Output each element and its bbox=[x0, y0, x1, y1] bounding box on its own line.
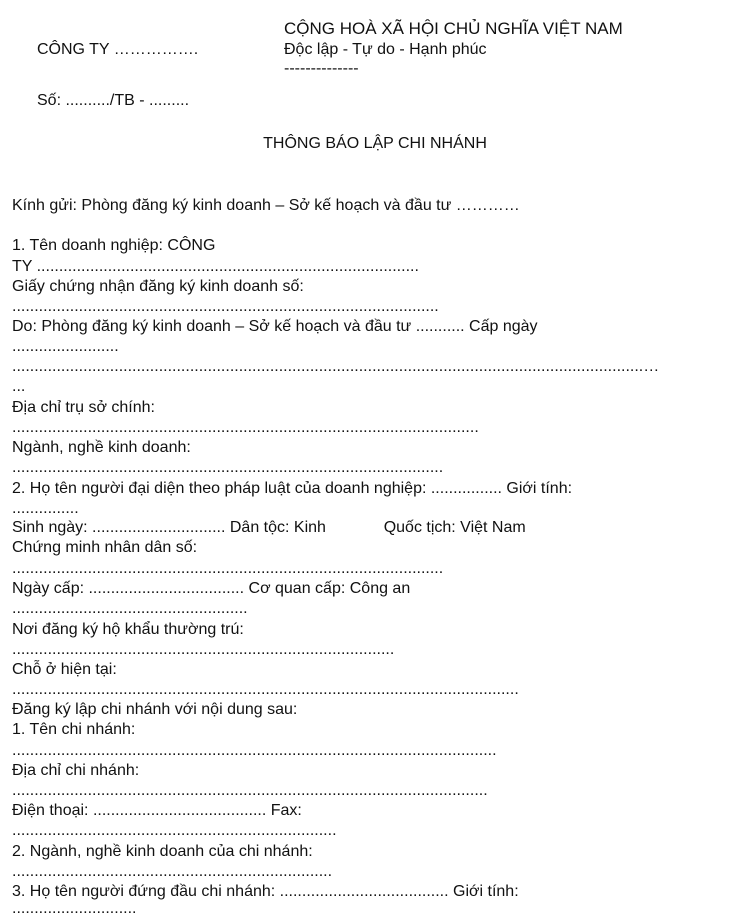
body-line: ........................ bbox=[12, 338, 119, 355]
body-line: 2. Ngành, nghề kinh doanh của chi nhánh: bbox=[12, 843, 313, 860]
body-line: TY ...................................................................................... bbox=[12, 258, 419, 275]
recipient-line: Kính gửi: Phòng đăng ký kinh doanh – Sở kế hoạch và đầu tư ………… bbox=[12, 197, 520, 214]
body-line: ................................................................................................ bbox=[12, 298, 439, 315]
body-line: ...................................................................................... bbox=[12, 641, 395, 658]
body-line: 1. Tên chi nhánh: bbox=[12, 721, 136, 738]
body-line: Do: Phòng đăng ký kinh doanh – Sở kế hoạch và đầu tư ........... Cấp ngày bbox=[12, 318, 538, 335]
body-line: Địa chỉ chi nhánh: bbox=[12, 762, 140, 779]
body-line: ............................................................................................................. bbox=[12, 742, 497, 759]
body-line: ............... bbox=[12, 500, 79, 517]
body-line: Chứng minh nhân dân số: bbox=[12, 539, 198, 556]
body-line: Sinh ngày: .............................. Dân tộc: Kinh Quốc tịch: Việt Nam bbox=[12, 519, 526, 536]
body-line: ........................................................................................................... bbox=[12, 782, 488, 799]
body-line: ............................ bbox=[12, 900, 137, 917]
body-line: Ngày cấp: ................................... Cơ quan cấp: Công an bbox=[12, 580, 411, 597]
body-line: 2. Họ tên người đại diện theo pháp luật của doanh nghiệp: ................ Giới tính: bbox=[12, 480, 573, 497]
body-line: Nơi đăng ký hộ khẩu thường trú: bbox=[12, 621, 244, 638]
nation-motto: Độc lập - Tự do - Hạnh phúc bbox=[284, 41, 487, 58]
document-number: Số: ........../TB - ......... bbox=[37, 92, 190, 109]
body-line: ................................................................................................. bbox=[12, 459, 444, 476]
body-line: ......................................................................................................... bbox=[12, 419, 479, 436]
body-line: Điện thoại: ....................................... Fax: bbox=[12, 802, 302, 819]
body-line: ..............................................................................................................................................… bbox=[12, 358, 660, 375]
body-line: Giấy chứng nhận đăng ký kinh doanh số: bbox=[12, 278, 304, 295]
motto-divider: -------------- bbox=[284, 60, 359, 77]
body-line: Địa chỉ trụ sở chính: bbox=[12, 399, 155, 416]
body-line: ................................................................................................. bbox=[12, 560, 444, 577]
body-line: Đăng ký lập chi nhánh với nội dung sau: bbox=[12, 701, 298, 718]
body-line: 3. Họ tên người đứng đầu chi nhánh: ...................................... Giới tính: bbox=[12, 883, 519, 900]
document-title: THÔNG BÁO LẬP CHI NHÁNH bbox=[263, 135, 487, 152]
body-line: 1. Tên doanh nghiệp: CÔNG bbox=[12, 237, 216, 254]
body-line: .................................................................................................................. bbox=[12, 681, 519, 698]
body-line: ... bbox=[12, 378, 26, 395]
body-line: Chỗ ở hiện tại: bbox=[12, 661, 117, 678]
body-line: Ngành, nghề kinh doanh: bbox=[12, 439, 191, 456]
body-line: ..................................................... bbox=[12, 600, 248, 617]
nation-title: CỘNG HOÀ XÃ HỘI CHỦ NGHĨA VIỆT NAM bbox=[284, 19, 623, 38]
company-name: CÔNG TY ……………. bbox=[37, 41, 199, 58]
body-line: ........................................................................ bbox=[12, 863, 333, 880]
body-line: ......................................................................... bbox=[12, 822, 337, 839]
